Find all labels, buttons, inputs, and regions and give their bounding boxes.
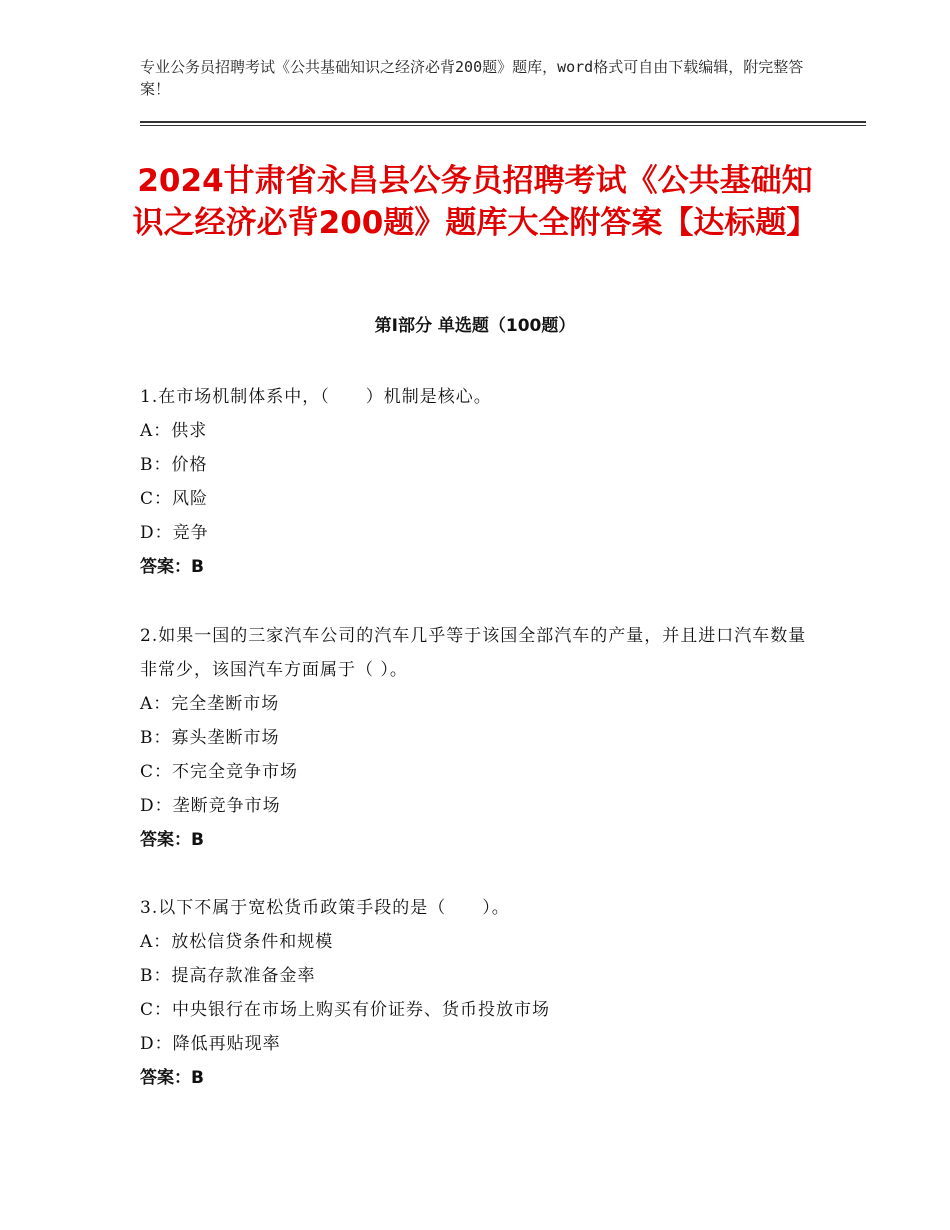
option-c: C：不完全竞争市场 <box>140 762 299 782</box>
question-1 <box>140 380 810 584</box>
option-a: A：放松信贷条件和规模 <box>140 932 334 952</box>
option-b: B：价格 <box>140 455 208 475</box>
option-d: D：竞争 <box>140 523 209 543</box>
header-note: 专业公务员招聘考试《公共基础知识之经济必背200题》题库，word格式可自由下载编辑，附完整答案！ <box>140 58 804 98</box>
option-b: B：提高存款准备金率 <box>140 966 316 986</box>
option-c: C：中央银行在市场上购买有价证券、货币投放市场 <box>140 1000 551 1020</box>
question-stem: 3.以下不属于宽松货币政策手段的是（ ）。 <box>140 898 510 918</box>
option-d: D：垄断竞争市场 <box>140 796 281 816</box>
option-a: A：供求 <box>140 421 208 441</box>
document-title: 2024甘肃省永昌县公务员招聘考试《公共基础知识之经济必背200题》题库大全附答案【达标题】 <box>132 163 818 241</box>
question-3 <box>140 891 810 1095</box>
option-c: C：风险 <box>140 489 209 509</box>
header-divider-thick <box>140 121 866 123</box>
header-divider-thin <box>140 125 866 126</box>
answer: 答案：B <box>140 1068 204 1088</box>
question-stem: 2.如果一国的三家汽车公司的汽车几乎等于该国全部汽车的产量，并且进口汽车数量非常少，该国汽车方面属于（ ）。 <box>140 626 807 680</box>
section-heading: 第I部分 单选题（100题） <box>374 316 576 336</box>
option-a: A：完全垄断市场 <box>140 694 280 714</box>
answer: 答案：B <box>140 557 204 577</box>
option-d: D：降低再贴现率 <box>140 1034 281 1054</box>
answer: 答案：B <box>140 830 204 850</box>
question-stem: 1.在市场机制体系中，（ ）机制是核心。 <box>140 387 492 407</box>
question-2 <box>140 619 810 857</box>
option-b: B：寡头垄断市场 <box>140 728 280 748</box>
